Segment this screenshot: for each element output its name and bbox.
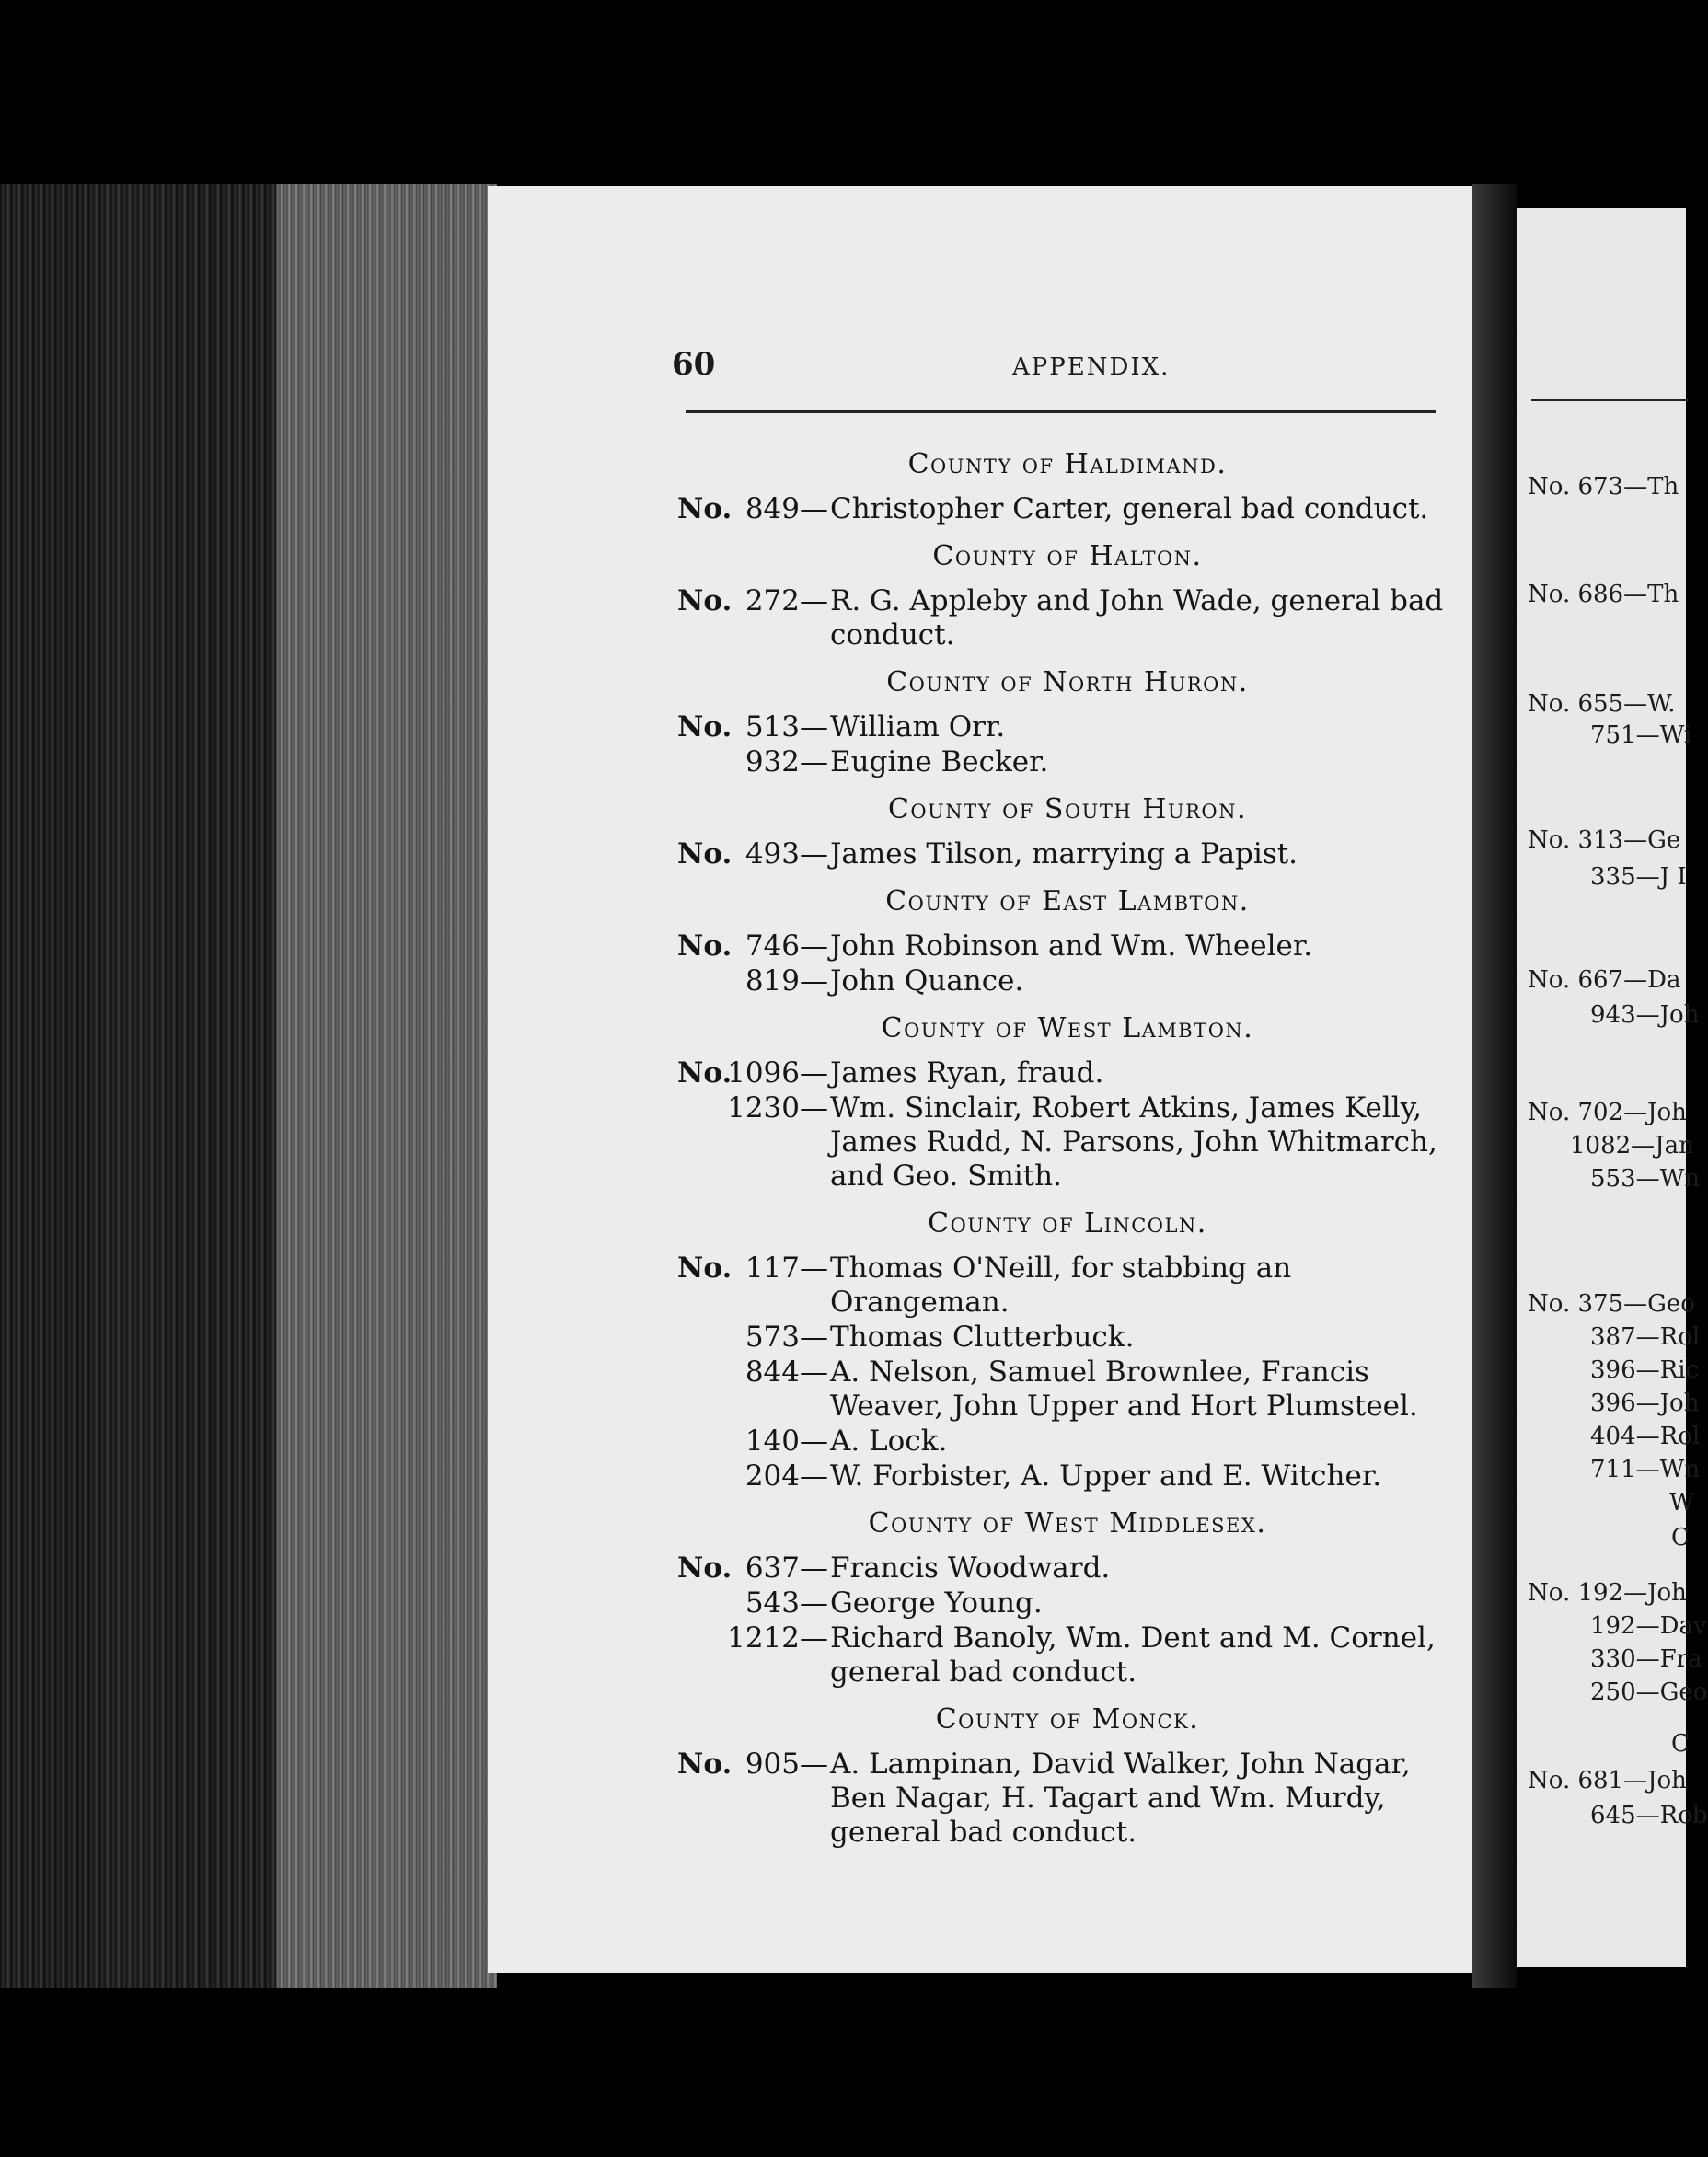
- fragment-line: 250—Geo: [1590, 1678, 1708, 1706]
- list-entry: [672, 1459, 1463, 1494]
- fragment-line: No. 375—Geo: [1528, 1290, 1695, 1318]
- fragment-line: 751—Wi: [1590, 721, 1692, 749]
- entry-number: 1230—: [727, 1091, 828, 1125]
- entry-number: 513—: [744, 710, 828, 744]
- fragment-line: 553—Wn: [1590, 1165, 1701, 1193]
- entry-no-label: No.: [677, 1551, 733, 1585]
- list-entry: [672, 1621, 1463, 1690]
- fragment-line: 330—Fra: [1590, 1645, 1702, 1673]
- fragment-line: 396—Ric: [1590, 1356, 1700, 1384]
- page-number: 60: [672, 346, 716, 383]
- county-heading: County of West Lambton.: [881, 1012, 1254, 1044]
- entry-text: William Orr.: [830, 710, 1006, 744]
- county-heading: County of Lincoln.: [928, 1207, 1207, 1240]
- list-entry: [672, 1091, 1463, 1194]
- page-content: [672, 434, 1463, 1851]
- running-head: [644, 346, 1454, 392]
- list-entry: [672, 1056, 1463, 1090]
- entry-text: Richard Banoly, Wm. Dent and M. Cornel, general bad conduct.: [830, 1621, 1436, 1689]
- entry-no-label: No.: [677, 584, 733, 617]
- entry-number: 493—: [744, 837, 828, 871]
- entry-no-label: No.: [677, 929, 733, 963]
- fragment-line: C: [1671, 1524, 1690, 1551]
- fragment-line: No. 686—Th: [1528, 581, 1679, 608]
- list-entry: [672, 837, 1463, 871]
- entry-text: W. Forbister, A. Upper and E. Witcher.: [830, 1459, 1382, 1493]
- running-title: APPENDIX.: [1012, 353, 1171, 381]
- entry-number: 1096—: [727, 1056, 828, 1090]
- book-gutter: [1472, 184, 1517, 1988]
- entry-text: R. G. Appleby and John Wade, general bad conduct.: [830, 584, 1444, 652]
- entry-number: 573—: [744, 1321, 828, 1354]
- county-heading: County of South Huron.: [887, 793, 1248, 825]
- list-entry: [672, 492, 1463, 526]
- fragment-line: 387—Rol: [1590, 1323, 1701, 1351]
- entry-text: John Quance.: [830, 964, 1024, 998]
- entry-text: George Young.: [830, 1586, 1043, 1620]
- entry-text: A. Lampinan, David Walker, John Nagar, Ben Nagar, H. Tagart and Wm. Murdy, general bad conduct.: [830, 1748, 1411, 1849]
- book-page-edges-light: [276, 184, 497, 1988]
- fragment-line: 396—Joh: [1590, 1390, 1700, 1417]
- right-page-rule: [1531, 399, 1688, 401]
- entry-number: 932—: [744, 745, 828, 779]
- list-entry: [672, 1355, 1463, 1424]
- fragment-line: No. 313—Ge: [1528, 826, 1681, 854]
- county-heading: County of West Middlesex.: [868, 1507, 1267, 1540]
- list-entry: [672, 1252, 1463, 1320]
- fragment-line: No. 681—Joh: [1528, 1767, 1687, 1794]
- entry-text: Eugine Becker.: [830, 745, 1049, 779]
- list-entry: [672, 745, 1463, 779]
- entry-text: James Tilson, marrying a Papist.: [830, 837, 1298, 871]
- list-entry: [672, 1551, 1463, 1586]
- entry-number: 746—: [744, 929, 828, 963]
- entry-number: 819—: [744, 964, 828, 998]
- list-entry: [672, 1586, 1463, 1621]
- entry-no-label: No.: [677, 1252, 733, 1285]
- entry-number: 204—: [744, 1459, 828, 1493]
- county-heading: County of East Lambton.: [885, 885, 1250, 917]
- county-heading: County of Monck.: [935, 1703, 1200, 1736]
- list-entry: [672, 929, 1463, 963]
- entry-text: A. Nelson, Samuel Brownlee, Francis Weaver, John Upper and Hort Plumsteel.: [830, 1355, 1418, 1423]
- list-entry: [672, 1425, 1463, 1459]
- fragment-line: No. 667—Da: [1528, 966, 1681, 994]
- entry-text: Thomas O'Neill, for stabbing an Orangeman.: [830, 1252, 1292, 1319]
- entry-number: 117—: [744, 1252, 828, 1285]
- entry-no-label: No.: [677, 492, 733, 525]
- entry-number: 637—: [744, 1551, 828, 1585]
- fragment-line: 645—Rob: [1590, 1802, 1708, 1829]
- list-entry: [672, 710, 1463, 744]
- fragment-line: 404—Rol: [1590, 1423, 1701, 1450]
- entry-number: 844—: [744, 1355, 828, 1389]
- fragment-line: W: [1669, 1489, 1694, 1517]
- right-page-fragment: [1517, 208, 1708, 1967]
- county-heading: County of Haldimand.: [907, 448, 1228, 480]
- fragment-line: No. 192—Joh: [1528, 1579, 1687, 1607]
- list-entry: [672, 1321, 1463, 1355]
- entry-number: 849—: [744, 492, 828, 525]
- fragment-line: No. 655—W.: [1528, 690, 1676, 718]
- entry-number: 1212—: [727, 1621, 828, 1655]
- fragment-line: 711—Wn: [1590, 1456, 1701, 1483]
- header-rule: [686, 410, 1436, 413]
- entry-text: James Ryan, fraud.: [830, 1056, 1104, 1090]
- entry-no-label: No.: [677, 710, 733, 744]
- fragment-line: No. 673—Th: [1528, 473, 1679, 501]
- entry-text: A. Lock.: [830, 1425, 948, 1458]
- county-heading: County of North Huron.: [886, 666, 1249, 698]
- list-entry: [672, 584, 1463, 652]
- list-entry: [672, 1748, 1463, 1850]
- entry-no-label: No.: [677, 1056, 733, 1090]
- entry-number: 905—: [744, 1748, 828, 1781]
- fragment-line: 943—Joh: [1590, 1001, 1700, 1029]
- entry-number: 140—: [744, 1425, 828, 1458]
- list-entry: [672, 964, 1463, 998]
- fragment-line: 192—Dav: [1590, 1612, 1707, 1640]
- entry-text: Wm. Sinclair, Robert Atkins, James Kelly, James Rudd, N. Parsons, John Whitmarch, and Geo. Smith.: [830, 1091, 1437, 1193]
- fragment-line: No. 702—Joh: [1528, 1099, 1687, 1126]
- fragment-line: 335—J I: [1590, 863, 1687, 891]
- entry-number: 543—: [744, 1586, 828, 1620]
- entry-no-label: No.: [677, 1748, 733, 1781]
- entry-number: 272—: [744, 584, 828, 617]
- entry-text: John Robinson and Wm. Wheeler.: [830, 929, 1313, 963]
- entry-no-label: No.: [677, 837, 733, 871]
- entry-text: Christopher Carter, general bad conduct.: [830, 492, 1429, 525]
- fragment-line: C: [1671, 1730, 1690, 1758]
- fragment-line: 1082—Jan: [1570, 1132, 1694, 1159]
- entry-text: Francis Woodward.: [830, 1551, 1111, 1585]
- entry-text: Thomas Clutterbuck.: [830, 1321, 1135, 1354]
- county-heading: County of Halton.: [932, 540, 1203, 572]
